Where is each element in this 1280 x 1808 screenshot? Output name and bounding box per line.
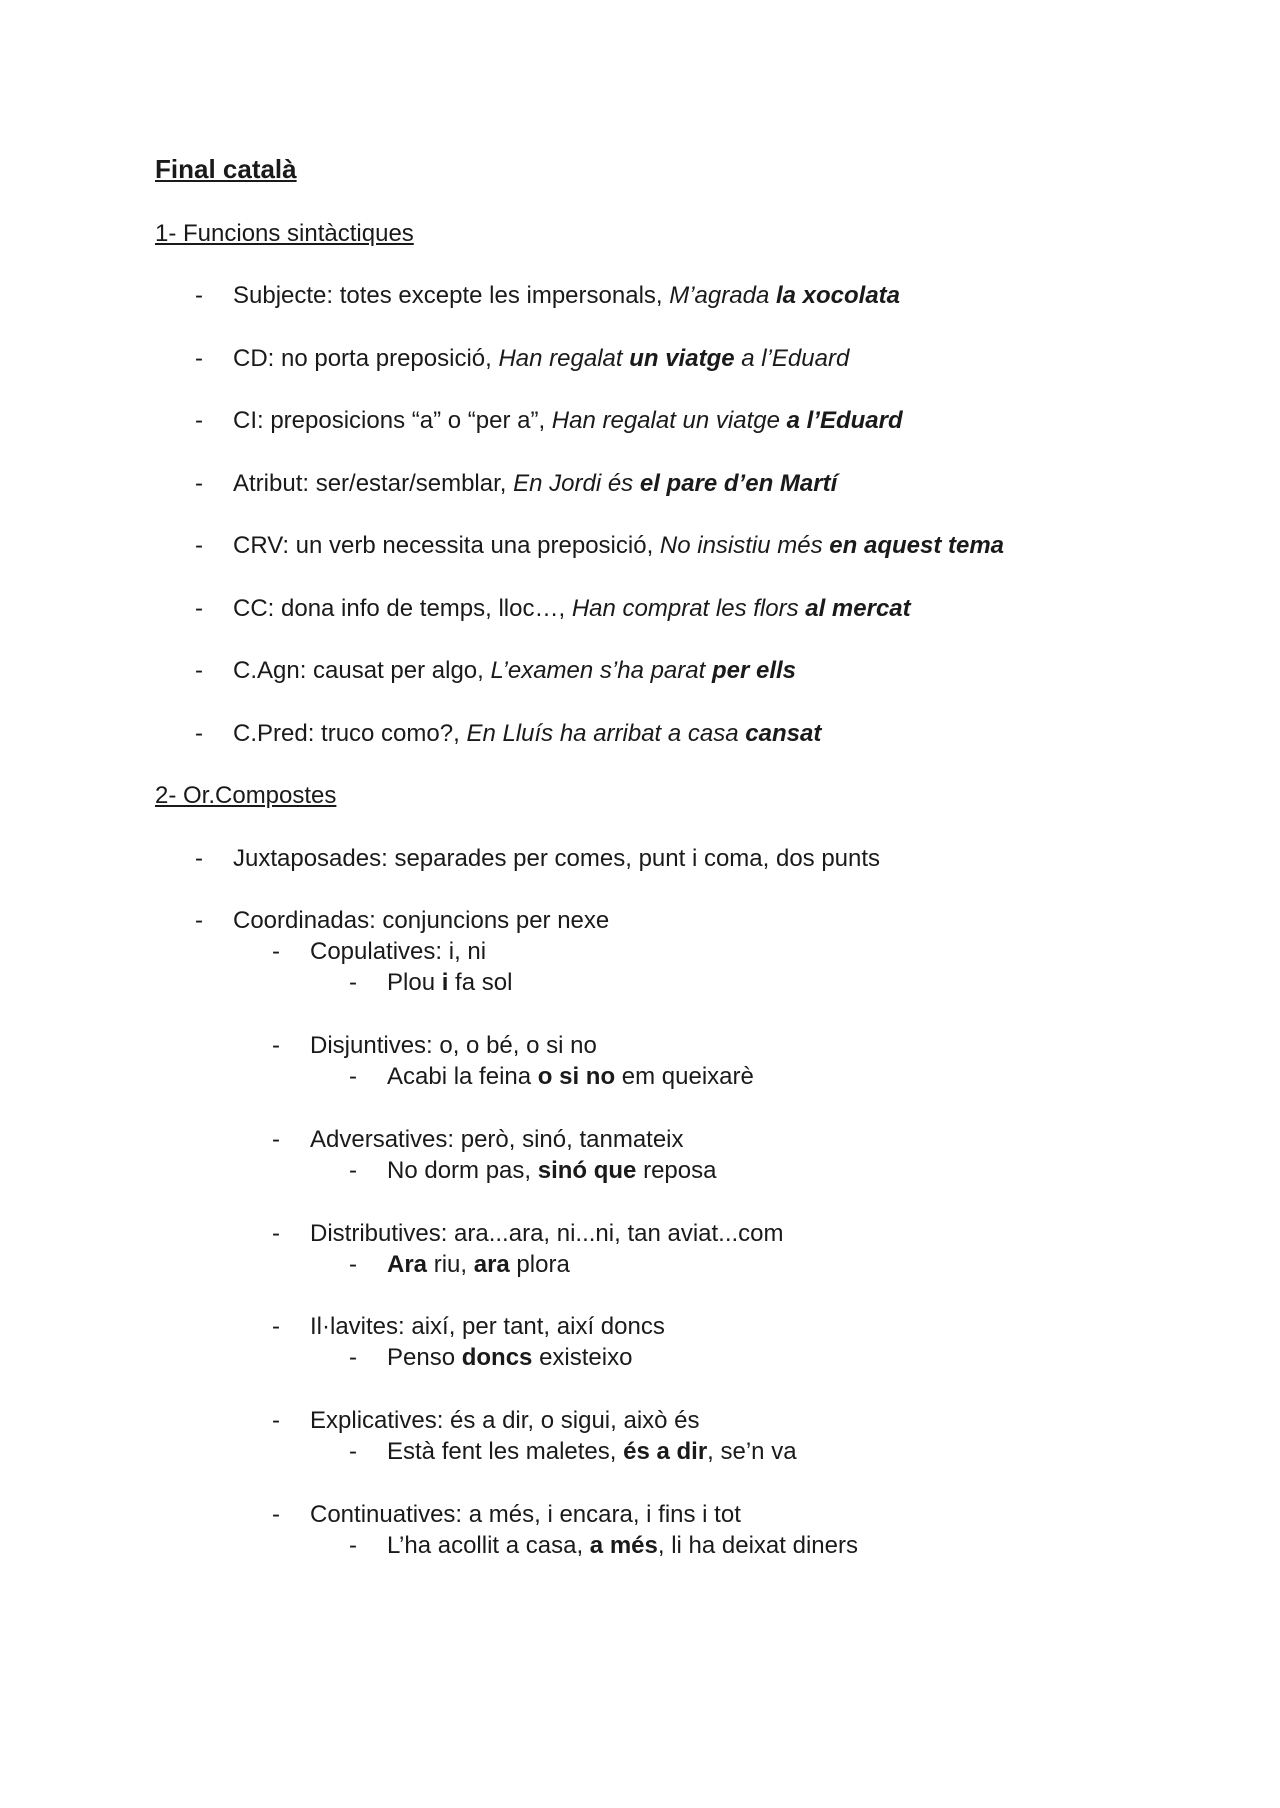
text-run: Disjuntives: o, o bé, o si no bbox=[310, 1032, 597, 1059]
bullet-dash: - bbox=[195, 845, 203, 872]
italic-text: a l’Eduard bbox=[734, 345, 850, 372]
section-heading: 1- Funcions sintàctiques bbox=[155, 220, 414, 247]
text-run: reposa bbox=[636, 1157, 717, 1184]
italic-text: En Jordi és bbox=[513, 470, 640, 497]
text-run: Juxtaposades: separades per comes, punt i coma, dos punts bbox=[233, 845, 881, 872]
list-item-text bbox=[233, 719, 821, 749]
list-item-text bbox=[387, 1062, 754, 1092]
text-run: C.Agn: causat per algo, bbox=[233, 657, 491, 684]
list-item-text bbox=[310, 1219, 784, 1249]
list-item-text bbox=[387, 1250, 570, 1280]
list-item-text bbox=[233, 281, 900, 311]
bullet-dash: - bbox=[195, 907, 203, 934]
bullet-dash: - bbox=[195, 282, 203, 309]
list-item-text bbox=[233, 594, 911, 624]
text-run: Està fent les maletes, bbox=[387, 1438, 624, 1465]
italic-text: Han regalat un viatge bbox=[551, 407, 787, 434]
text-run: em queixarè bbox=[615, 1063, 754, 1090]
list-item-text bbox=[310, 1031, 597, 1061]
list-item-text bbox=[233, 531, 1004, 561]
text-run: CRV: un verb necessita una preposició, bbox=[233, 532, 660, 559]
bullet-dash: - bbox=[349, 1157, 357, 1184]
bold-text: sinó que bbox=[537, 1157, 637, 1184]
bullet-dash: - bbox=[272, 1126, 280, 1153]
italic-text: Han regalat bbox=[498, 345, 630, 372]
text-run: C.Pred: truco como?, bbox=[233, 720, 467, 747]
bullet-dash: - bbox=[349, 1251, 357, 1278]
text-run: existeixo bbox=[532, 1344, 633, 1371]
list-item-text bbox=[310, 937, 486, 967]
bold-text: a l’Eduard bbox=[786, 407, 903, 434]
text-run: , li ha deixat diners bbox=[657, 1532, 858, 1559]
text-run: Atribut: ser/estar/semblar, bbox=[233, 470, 514, 497]
text-run: No dorm pas, bbox=[387, 1157, 538, 1184]
bold-text: doncs bbox=[461, 1344, 533, 1371]
bold-text: a més bbox=[589, 1532, 658, 1559]
bullet-dash: - bbox=[195, 532, 203, 559]
bullet-dash: - bbox=[195, 470, 203, 497]
bullet-dash: - bbox=[272, 1501, 280, 1528]
text-run: Il·lavites: així, per tant, així doncs bbox=[310, 1313, 665, 1340]
bullet-dash: - bbox=[272, 1313, 280, 1340]
text-run: plora bbox=[509, 1251, 570, 1278]
bold-text: Ara bbox=[387, 1251, 428, 1278]
bold-text: la xocolata bbox=[775, 282, 901, 309]
italic-text: En Lluís ha arribat a casa bbox=[466, 720, 746, 747]
bullet-dash: - bbox=[195, 595, 203, 622]
bullet-dash: - bbox=[349, 1438, 357, 1465]
italic-text: Han comprat les flors bbox=[571, 595, 806, 622]
italic-text: No insistiu més bbox=[659, 532, 830, 559]
bullet-dash: - bbox=[349, 1063, 357, 1090]
bold-text: per ells bbox=[711, 657, 797, 684]
text-run: Explicatives: és a dir, o sigui, això és bbox=[310, 1407, 700, 1434]
list-item-text bbox=[233, 344, 849, 374]
text-run: L’ha acollit a casa, bbox=[387, 1532, 590, 1559]
list-item-text bbox=[387, 968, 512, 998]
bullet-dash: - bbox=[272, 1407, 280, 1434]
list-item-text bbox=[387, 1531, 858, 1561]
text-run: Subjecte: totes excepte les impersonals, bbox=[233, 282, 670, 309]
text-run: Continuatives: a més, i encara, i fins i tot bbox=[310, 1501, 741, 1528]
text-run: , se’n va bbox=[707, 1438, 797, 1465]
list-item-text bbox=[233, 906, 609, 936]
text-run: fa sol bbox=[448, 969, 513, 996]
list-item-text bbox=[233, 469, 837, 499]
bullet-dash: - bbox=[195, 657, 203, 684]
bold-text: és a dir bbox=[623, 1438, 708, 1465]
list-item-text bbox=[233, 656, 796, 686]
bold-text: ara bbox=[473, 1251, 510, 1278]
text-run: Acabi la feina bbox=[387, 1063, 538, 1090]
bullet-dash: - bbox=[195, 407, 203, 434]
text-run: Copulatives: i, ni bbox=[310, 938, 487, 965]
list-item-text bbox=[233, 844, 880, 874]
bold-text: o si no bbox=[537, 1063, 616, 1090]
bullet-dash: - bbox=[349, 969, 357, 996]
section-heading: 2- Or.Compostes bbox=[155, 782, 337, 809]
list-item-text bbox=[233, 406, 903, 436]
bullet-dash: - bbox=[195, 345, 203, 372]
italic-text: M’agrada bbox=[669, 282, 776, 309]
bullet-dash: - bbox=[349, 1532, 357, 1559]
list-item-text bbox=[310, 1125, 684, 1155]
list-item-text bbox=[310, 1406, 700, 1436]
bullet-dash: - bbox=[349, 1344, 357, 1371]
bullet-dash: - bbox=[272, 1220, 280, 1247]
bullet-dash: - bbox=[272, 938, 280, 965]
text-run: Distributives: ara...ara, ni...ni, tan aviat...com bbox=[310, 1220, 784, 1247]
text-run: CC: dona info de temps, lloc…, bbox=[233, 595, 572, 622]
list-item-text bbox=[310, 1500, 741, 1530]
list-item-text bbox=[387, 1156, 716, 1186]
bold-text: i bbox=[441, 969, 449, 996]
bold-text: en aquest tema bbox=[829, 532, 1005, 559]
bold-text: cansat bbox=[745, 720, 822, 747]
list-item-text bbox=[310, 1312, 665, 1342]
text-run: Plou bbox=[387, 969, 442, 996]
list-item-text bbox=[387, 1437, 797, 1467]
bold-text: al mercat bbox=[805, 595, 911, 622]
bold-text: un viatge bbox=[629, 345, 735, 372]
text-run: riu, bbox=[427, 1251, 474, 1278]
text-run: Coordinadas: conjuncions per nexe bbox=[233, 907, 610, 934]
bullet-dash: - bbox=[195, 720, 203, 747]
text-run: Penso bbox=[387, 1344, 462, 1371]
italic-text: L’examen s’ha parat bbox=[490, 657, 712, 684]
bold-text: el pare d’en Martí bbox=[639, 470, 838, 497]
text-run: CI: preposicions “a” o “per a”, bbox=[233, 407, 552, 434]
bullet-dash: - bbox=[272, 1032, 280, 1059]
text-run: CD: no porta preposició, bbox=[233, 345, 499, 372]
page-title: Final català bbox=[155, 154, 297, 184]
list-item-text bbox=[387, 1343, 632, 1373]
text-run: Adversatives: però, sinó, tanmateix bbox=[310, 1126, 684, 1153]
